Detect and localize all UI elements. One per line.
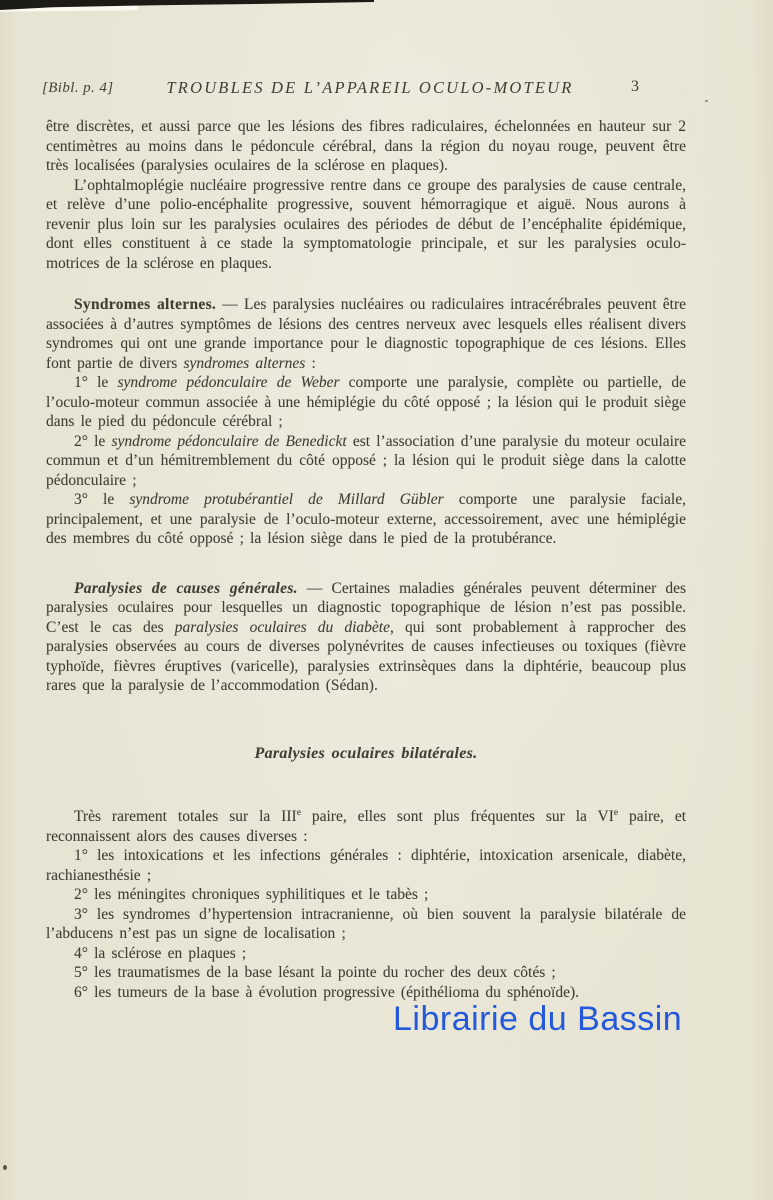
- paragraph: [46, 579, 686, 696]
- paragraph: [46, 373, 686, 432]
- text-run: 4° la sclérose en plaques ;: [74, 944, 247, 962]
- text-run: est l’association d’une paralysie du moteur oculaire commun et d’un hémitremblement du côté opposé ; la lésion qui le produit siège dans la calotte pédonculaire ;: [46, 432, 686, 489]
- ink-speck: [3, 1165, 7, 1170]
- paragraph: [46, 490, 686, 549]
- text-run: Paralysies oculaires bilatérales.: [254, 744, 478, 762]
- paragraph: [46, 432, 686, 491]
- paragraph: [46, 885, 686, 905]
- text-run: Très rarement totales sur la III: [74, 808, 297, 825]
- text-run: paire, elles sont plus fréquentes sur la VI: [300, 808, 614, 825]
- paragraph: [46, 295, 686, 373]
- bibliography-reference: [Bibl. p. 4]: [42, 80, 114, 96]
- text-run: comporte une paralysie, complète ou partielle, de l’oculo-moteur commun associée à une hémiplégie du côté opposé ; la lésion qui le produit siège dans le pied du pédoncule cérébral ;: [46, 374, 686, 430]
- text-run: paralysies oculaires du diabète: [174, 618, 390, 636]
- paragraph: [46, 905, 686, 944]
- text-run: Syndromes alternes.: [74, 296, 217, 313]
- page-body: [46, 117, 686, 1002]
- text-run: 6° les tumeurs de la base à évolution progressive (épithélioma du sphénoïde).: [74, 983, 579, 1001]
- text-run: 1° les intoxications et les infections générales : diphtérie, intoxication arsenicale, diabète, rachianesthésie ;: [46, 847, 686, 884]
- paragraph: [46, 807, 686, 846]
- page-title: TROUBLES DE L’APPAREIL OCULO-MOTEUR: [166, 78, 574, 97]
- text-run: 3° les syndromes d’hypertension intracranienne, où bien souvent la paralysie bilatérale de l’abducens n’est pas un signe de localisation ;: [46, 905, 686, 942]
- text-run: être discrètes, et aussi parce que les lésions des fibres radiculaires, échelonnées en hauteur sur 2 centimètres au moins dans le pédoncule cérébral, dans la région du noyau rouge, peuvent être très localisées (paralysies oculaires de la sclérose en plaques).: [46, 118, 686, 174]
- text-run: paire, et reconnaissent alors des causes diverses :: [46, 808, 687, 845]
- paragraph: [46, 944, 686, 964]
- text-run: syndrome pédonculaire de Weber: [117, 374, 340, 391]
- paragraph: [46, 176, 686, 274]
- text-run: L’ophtalmoplégie nucléaire progressive rentre dans ce groupe des paralysies de cause centrale, et relève d’une polio-encéphalite progressive, souvent hémorragique et aiguë. Nous aurons à revenir plus loin sur les paralysies oculaires des périodes de début de l’encéphalite épidémique, dont elles constituent à ce stade la symptomatologie principale, et sur les paralysies oculo-motrices de la sclérose en plaques.: [46, 176, 686, 272]
- text-run: syndrome pédonculaire de Benedickt: [111, 432, 347, 450]
- text-run: 2° les méningites chroniques syphilitiques et le tabès ;: [74, 886, 429, 903]
- running-head: [0, 78, 773, 102]
- page-number: 3: [631, 78, 639, 95]
- text-run: , qui sont probablement à rapprocher des paralysies observées au cours de diverses polynévrites de causes infectieuses ou toxiques (fièvre typhoïde, fièvres éruptives (varicelle), paralysies extrinsèques dans la diphtérie, beaucoup plus rares que la paralysie de l’accommodation (Sédan).: [46, 618, 686, 694]
- text-run: — Certaines maladies générales peuvent déterminer des paralysies oculaires pour lesquelles un diagnostic topographique de lésion n’est pas possible. C’est le cas des: [46, 579, 686, 636]
- text-run: 5° les traumatismes de la base lésant la pointe du rocher des deux côtés ;: [74, 964, 556, 981]
- text-run: comporte une paralysie faciale, principalement, et une paralysie de l’oculo-moteur externe, accessoirement, avec une hémiplégie des membres du côté opposé ; la lésion siège dans le pied de la protubérance.: [46, 491, 686, 547]
- text-run: syndrome protubérantiel de Millard Gübler: [129, 491, 444, 508]
- text-run: :: [305, 354, 316, 372]
- text-run: e: [296, 806, 301, 818]
- paragraph: [46, 117, 686, 176]
- watermark-text: Librairie du Bassin: [393, 1000, 683, 1038]
- paragraph: [46, 846, 686, 885]
- text-run: Paralysies de causes générales.: [74, 579, 298, 597]
- text-run: 2° le: [74, 432, 112, 450]
- text-run: 3° le: [74, 491, 130, 508]
- text-run: syndromes alternes: [183, 354, 306, 372]
- section-heading: [46, 744, 686, 764]
- text-run: 1° le: [74, 374, 118, 391]
- paragraph: [46, 963, 686, 983]
- text-run: e: [613, 806, 619, 818]
- text-run: — Les paralysies nucléaires ou radiculaires intracérébrales peuvent être associées à d’autres symptômes de lésions des centres nerveux avec lesquels elles réalisent divers syndromes qui ont une grande importance pour le diagnostic topographique de ces lésions. Elles font partie de divers: [46, 296, 687, 372]
